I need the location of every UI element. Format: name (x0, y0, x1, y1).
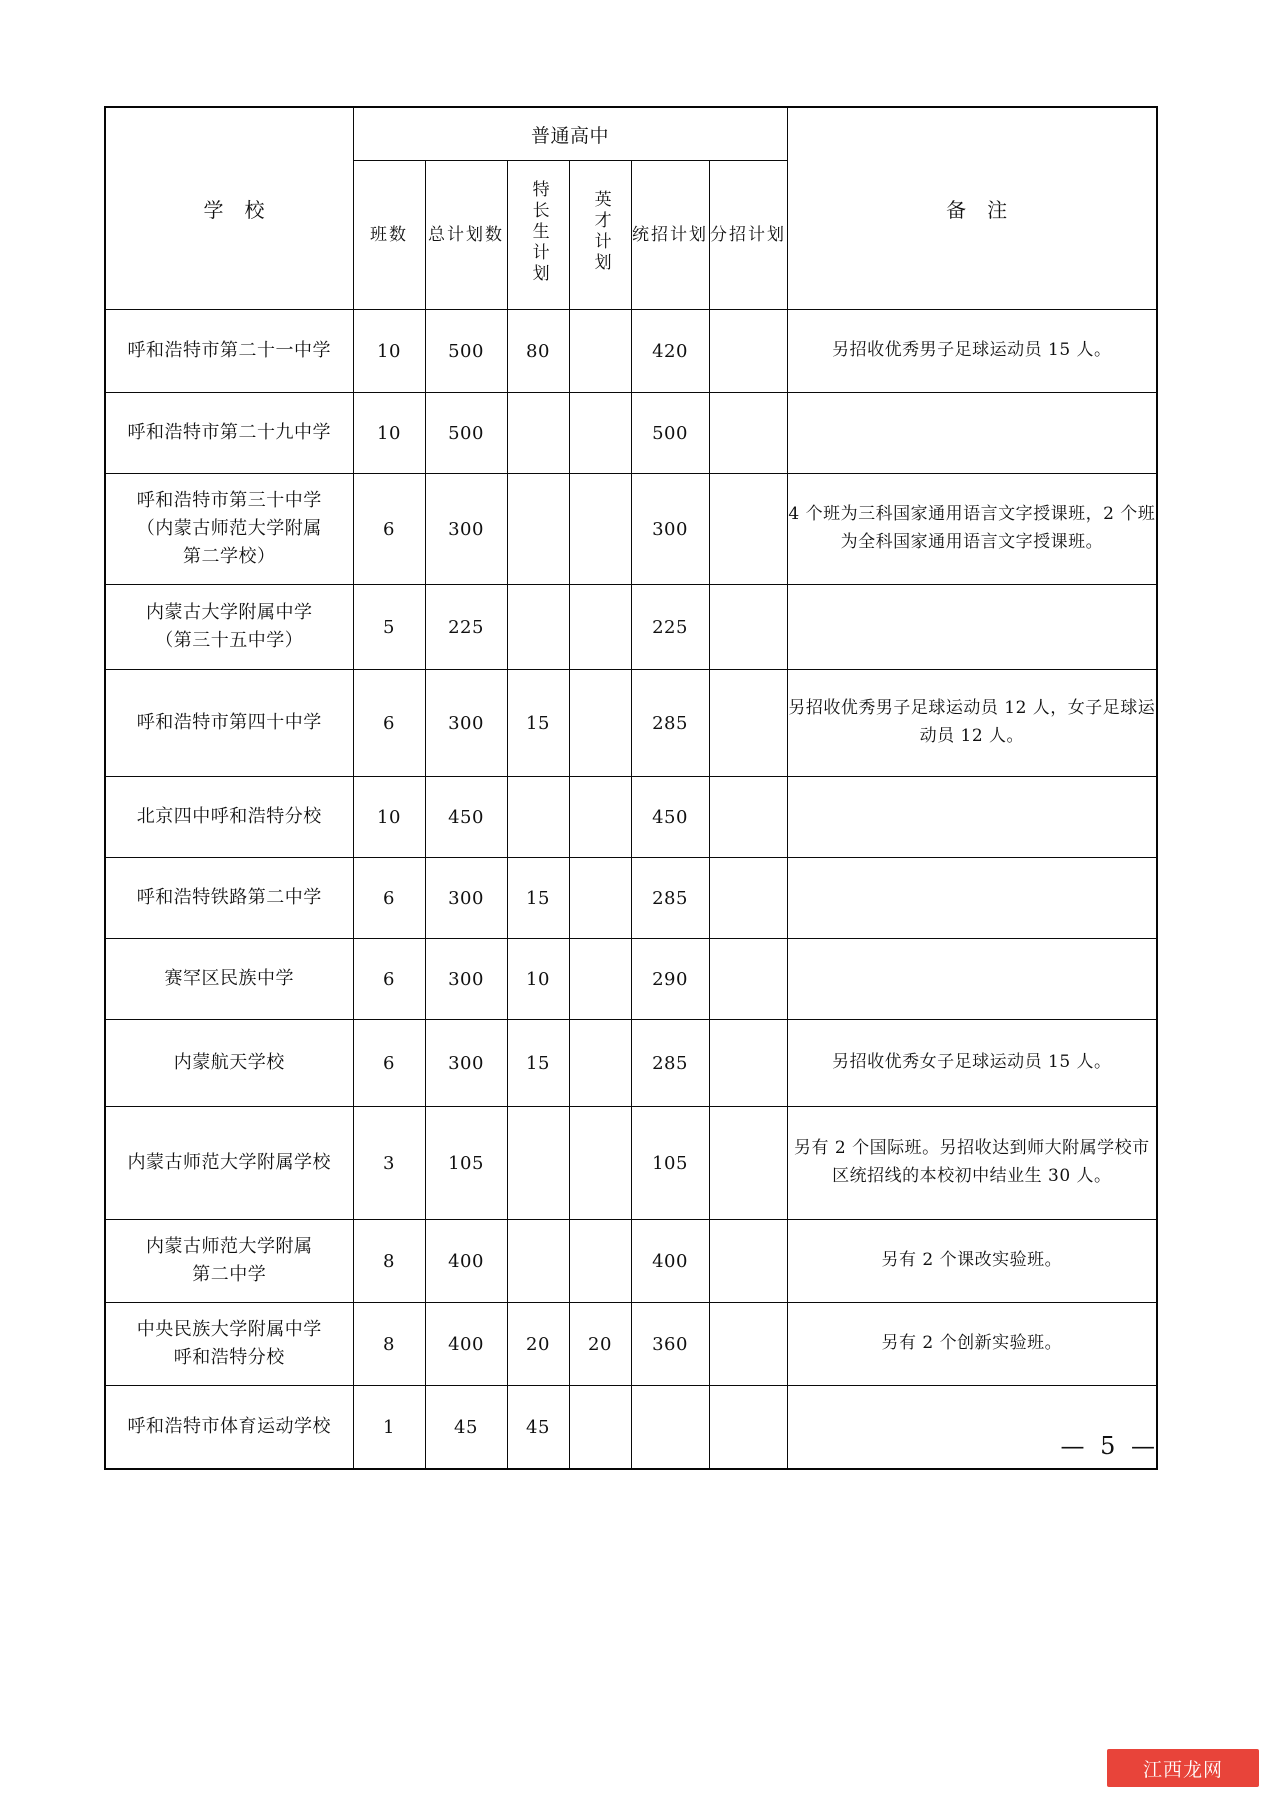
cell-elite-plan (569, 1107, 631, 1220)
header-allocated-plan (709, 161, 787, 310)
cell-unified-plan: 420 (631, 310, 709, 393)
cell-allocated-plan (709, 310, 787, 393)
header-class-count-label: 班数 (370, 224, 408, 245)
cell-unified-plan: 500 (631, 393, 709, 474)
header-unified-plan (631, 161, 709, 310)
cell-allocated-plan (709, 670, 787, 777)
cell-school: 呼和浩特市第三十中学 （内蒙古师范大学附属 第二学校） (105, 474, 353, 585)
cell-class-count: 6 (353, 474, 425, 585)
cell-total-plan: 300 (425, 939, 507, 1020)
table-body (105, 310, 1157, 1470)
table-header (105, 107, 1157, 310)
cell-unified-plan: 300 (631, 474, 709, 585)
cell-class-count: 6 (353, 670, 425, 777)
cell-class-count: 3 (353, 1107, 425, 1220)
header-total-plan (425, 161, 507, 310)
cell-unified-plan (631, 1386, 709, 1470)
cell-elite-plan (569, 1386, 631, 1470)
cell-elite-plan (569, 858, 631, 939)
cell-specialty-plan: 10 (507, 939, 569, 1020)
header-school: 学 校 (105, 107, 353, 310)
header-total-plan-label: 总计划数 (428, 224, 504, 245)
cell-elite-plan (569, 1020, 631, 1107)
cell-class-count: 8 (353, 1220, 425, 1303)
table-row (105, 1107, 1157, 1220)
cell-remark (787, 858, 1157, 939)
cell-unified-plan: 285 (631, 858, 709, 939)
cell-allocated-plan (709, 393, 787, 474)
cell-school: 内蒙古师范大学附属 第二中学 (105, 1220, 353, 1303)
header-remark: 备 注 (787, 107, 1157, 310)
cell-remark: 另有 2 个创新实验班。 (787, 1303, 1157, 1386)
cell-class-count: 6 (353, 858, 425, 939)
cell-class-count: 10 (353, 310, 425, 393)
cell-class-count: 6 (353, 939, 425, 1020)
cell-class-count: 5 (353, 585, 425, 670)
cell-remark: 另有 2 个课改实验班。 (787, 1220, 1157, 1303)
cell-specialty-plan (507, 393, 569, 474)
header-class-count (353, 161, 425, 310)
cell-elite-plan (569, 310, 631, 393)
cell-remark: 另招收优秀男子足球运动员 15 人。 (787, 310, 1157, 393)
cell-class-count: 10 (353, 393, 425, 474)
cell-school: 呼和浩特市第二十九中学 (105, 393, 353, 474)
cell-total-plan: 500 (425, 310, 507, 393)
cell-unified-plan: 450 (631, 777, 709, 858)
cell-specialty-plan: 45 (507, 1386, 569, 1470)
cell-elite-plan: 20 (569, 1303, 631, 1386)
cell-allocated-plan (709, 1107, 787, 1220)
cell-class-count: 1 (353, 1386, 425, 1470)
table-row (105, 939, 1157, 1020)
header-allocated-plan-label: 分招计划 (710, 224, 787, 245)
table-row (105, 310, 1157, 393)
cell-allocated-plan (709, 1386, 787, 1470)
cell-school: 中央民族大学附属中学 呼和浩特分校 (105, 1303, 353, 1386)
cell-school: 呼和浩特市第四十中学 (105, 670, 353, 777)
cell-total-plan: 45 (425, 1386, 507, 1470)
table-row (105, 670, 1157, 777)
cell-specialty-plan (507, 1220, 569, 1303)
cell-unified-plan: 285 (631, 670, 709, 777)
table-row (105, 1386, 1157, 1470)
header-row-group (105, 107, 1157, 161)
cell-specialty-plan (507, 585, 569, 670)
cell-unified-plan: 290 (631, 939, 709, 1020)
cell-elite-plan (569, 474, 631, 585)
cell-elite-plan (569, 393, 631, 474)
table-row (105, 585, 1157, 670)
cell-specialty-plan (507, 474, 569, 585)
cell-unified-plan: 105 (631, 1107, 709, 1220)
cell-specialty-plan (507, 777, 569, 858)
cell-total-plan: 500 (425, 393, 507, 474)
cell-specialty-plan: 15 (507, 858, 569, 939)
cell-remark (787, 393, 1157, 474)
cell-total-plan: 400 (425, 1220, 507, 1303)
cell-elite-plan (569, 939, 631, 1020)
table-row (105, 1220, 1157, 1303)
cell-specialty-plan: 80 (507, 310, 569, 393)
cell-total-plan: 300 (425, 858, 507, 939)
cell-school: 内蒙航天学校 (105, 1020, 353, 1107)
cell-elite-plan (569, 1220, 631, 1303)
admission-plan-table-wrapper (104, 106, 1156, 1470)
cell-remark (787, 777, 1157, 858)
cell-total-plan: 300 (425, 474, 507, 585)
header-unified-plan-label: 统招计划 (632, 224, 708, 245)
page-number: — 5 — (1060, 1432, 1159, 1460)
header-elite-plan (569, 161, 631, 310)
header-specialty-plan (507, 161, 569, 310)
cell-remark (787, 939, 1157, 1020)
header-specialty-plan-label: 特长生计划 (528, 179, 549, 285)
cell-unified-plan: 285 (631, 1020, 709, 1107)
cell-remark: 4 个班为三科国家通用语言文字授课班，2 个班为全科国家通用语言文字授课班。 (787, 474, 1157, 585)
cell-allocated-plan (709, 474, 787, 585)
cell-unified-plan: 360 (631, 1303, 709, 1386)
cell-school: 赛罕区民族中学 (105, 939, 353, 1020)
cell-remark: 另有 2 个国际班。另招收达到师大附属学校市区统招线的本校初中结业生 30 人。 (787, 1107, 1157, 1220)
cell-school: 内蒙古师范大学附属学校 (105, 1107, 353, 1220)
table-row (105, 474, 1157, 585)
cell-class-count: 6 (353, 1020, 425, 1107)
cell-school: 北京四中呼和浩特分校 (105, 777, 353, 858)
cell-school: 内蒙古大学附属中学 （第三十五中学） (105, 585, 353, 670)
cell-total-plan: 225 (425, 585, 507, 670)
table-row (105, 777, 1157, 858)
cell-total-plan: 300 (425, 670, 507, 777)
cell-remark (787, 585, 1157, 670)
cell-unified-plan: 400 (631, 1220, 709, 1303)
cell-allocated-plan (709, 939, 787, 1020)
table-row (105, 1303, 1157, 1386)
cell-school: 呼和浩特铁路第二中学 (105, 858, 353, 939)
header-group-regular-highschool: 普通高中 (353, 107, 787, 161)
cell-total-plan: 300 (425, 1020, 507, 1107)
site-watermark-badge: 江西龙网 (1107, 1749, 1259, 1787)
cell-remark: 另招收优秀女子足球运动员 15 人。 (787, 1020, 1157, 1107)
cell-class-count: 10 (353, 777, 425, 858)
cell-allocated-plan (709, 858, 787, 939)
cell-total-plan: 450 (425, 777, 507, 858)
table-row (105, 393, 1157, 474)
cell-specialty-plan: 15 (507, 1020, 569, 1107)
cell-total-plan: 105 (425, 1107, 507, 1220)
table-row (105, 1020, 1157, 1107)
cell-elite-plan (569, 585, 631, 670)
cell-specialty-plan: 20 (507, 1303, 569, 1386)
cell-unified-plan: 225 (631, 585, 709, 670)
cell-elite-plan (569, 670, 631, 777)
header-elite-plan-label: 英才计划 (590, 190, 611, 275)
cell-school: 呼和浩特市第二十一中学 (105, 310, 353, 393)
cell-class-count: 8 (353, 1303, 425, 1386)
cell-allocated-plan (709, 1303, 787, 1386)
cell-allocated-plan (709, 1020, 787, 1107)
cell-allocated-plan (709, 777, 787, 858)
cell-remark: 另招收优秀男子足球运动员 12 人，女子足球运动员 12 人。 (787, 670, 1157, 777)
cell-school: 呼和浩特市体育运动学校 (105, 1386, 353, 1470)
table-row (105, 858, 1157, 939)
admission-plan-table (104, 106, 1158, 1470)
cell-specialty-plan: 15 (507, 670, 569, 777)
cell-elite-plan (569, 777, 631, 858)
cell-allocated-plan (709, 585, 787, 670)
cell-total-plan: 400 (425, 1303, 507, 1386)
cell-specialty-plan (507, 1107, 569, 1220)
cell-allocated-plan (709, 1220, 787, 1303)
